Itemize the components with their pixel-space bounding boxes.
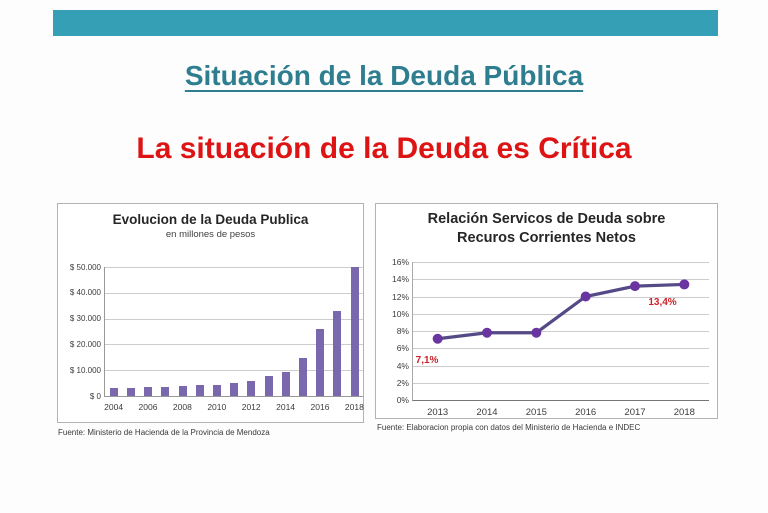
bar bbox=[179, 386, 187, 396]
x-axis-tick-label: 2004 bbox=[104, 402, 124, 412]
y-axis-tick-label: 14% bbox=[391, 274, 409, 285]
bar-chart-plot bbox=[69, 262, 364, 412]
bar bbox=[213, 385, 221, 396]
gridline bbox=[105, 267, 363, 268]
y-axis-tick-label: $ 30.000 bbox=[69, 314, 101, 324]
y-axis-tick-label: 12% bbox=[391, 291, 409, 302]
slide-title: Situación de la Deuda Pública bbox=[184, 60, 584, 91]
x-axis-tick-label: 2018 bbox=[344, 402, 364, 412]
x-axis-tick-label: 2014 bbox=[276, 402, 296, 412]
x-axis-tick-label: 2013 bbox=[427, 407, 449, 418]
y-axis-tick-label: 10% bbox=[391, 308, 409, 319]
gridline bbox=[105, 370, 363, 371]
bar bbox=[316, 329, 324, 396]
bar-chart-source: Fuente: Ministerio de Hacienda de la Provincia de Mendoza bbox=[58, 428, 270, 437]
y-axis-tick-label: $ 40.000 bbox=[69, 288, 101, 298]
line-path bbox=[438, 284, 685, 338]
bar bbox=[247, 381, 255, 396]
x-axis-tick-label: 2016 bbox=[310, 402, 330, 412]
data-point-marker bbox=[630, 281, 640, 291]
y-axis-tick-label: 0% bbox=[396, 395, 409, 405]
bar bbox=[282, 372, 290, 396]
bar bbox=[333, 311, 341, 396]
y-axis-tick-label: $ 50.000 bbox=[69, 262, 101, 272]
data-point-marker bbox=[433, 334, 443, 344]
y-axis-tick-label: 16% bbox=[391, 257, 409, 267]
line-chart-source: Fuente: Elaboracion propia con datos del Ministerio de Hacienda e INDEC bbox=[377, 423, 641, 432]
bar bbox=[161, 387, 169, 396]
gridline bbox=[105, 293, 363, 294]
data-point-marker bbox=[581, 292, 591, 302]
bar bbox=[196, 385, 204, 396]
line-chart-title-line2: Recuros Corrientes Netos bbox=[457, 229, 636, 246]
x-axis-tick-label: 2015 bbox=[525, 407, 547, 418]
y-axis-tick-label: 8% bbox=[396, 326, 409, 336]
x-axis-tick-label: 2018 bbox=[673, 407, 695, 418]
bar-chart-panel bbox=[57, 203, 364, 423]
gridline bbox=[105, 319, 363, 320]
bar bbox=[351, 267, 359, 396]
x-axis-tick-label: 2014 bbox=[476, 407, 498, 418]
y-axis-tick-label: $ 10.000 bbox=[69, 365, 101, 375]
bar bbox=[127, 388, 135, 396]
x-axis-tick-label: 2010 bbox=[207, 402, 227, 412]
bar bbox=[230, 383, 238, 396]
bar bbox=[110, 388, 118, 396]
gridline bbox=[105, 344, 363, 345]
data-point-marker bbox=[531, 328, 541, 338]
line-chart-plot bbox=[391, 257, 709, 418]
x-axis-tick-label: 2008 bbox=[172, 402, 192, 412]
x-axis-tick-label: 2016 bbox=[575, 407, 597, 418]
bar bbox=[299, 358, 307, 396]
y-axis-tick-label: $ 20.000 bbox=[69, 339, 101, 349]
x-axis-tick-label: 2012 bbox=[241, 402, 261, 412]
bar bbox=[265, 376, 273, 396]
line-chart-title bbox=[376, 210, 717, 248]
data-point-marker bbox=[679, 279, 689, 289]
bar-chart-subtitle: en millones de pesos bbox=[165, 229, 256, 240]
line-series bbox=[413, 262, 709, 400]
y-axis-tick-label: 6% bbox=[396, 343, 409, 354]
y-axis-tick-label: 2% bbox=[396, 377, 409, 388]
line-chart-panel bbox=[375, 203, 718, 419]
data-label: 7,1% bbox=[415, 354, 439, 366]
bar-chart-title: Evolucion de la Deuda Publica bbox=[112, 212, 309, 227]
slide-subtitle: La situación de la Deuda es Crítica bbox=[136, 132, 632, 165]
data-point-marker bbox=[482, 328, 492, 338]
x-axis-tick-label: 2017 bbox=[624, 407, 646, 418]
y-axis-tick-label: 4% bbox=[396, 360, 409, 371]
bar bbox=[144, 387, 152, 396]
line-chart-title-line1: Relación Servicos de Deuda sobre bbox=[427, 211, 666, 227]
x-axis-tick-label: 2006 bbox=[138, 402, 158, 412]
y-axis-tick-label: $ 0 bbox=[89, 391, 101, 401]
data-label: 13,4% bbox=[648, 297, 677, 309]
top-accent-bar bbox=[53, 10, 718, 36]
